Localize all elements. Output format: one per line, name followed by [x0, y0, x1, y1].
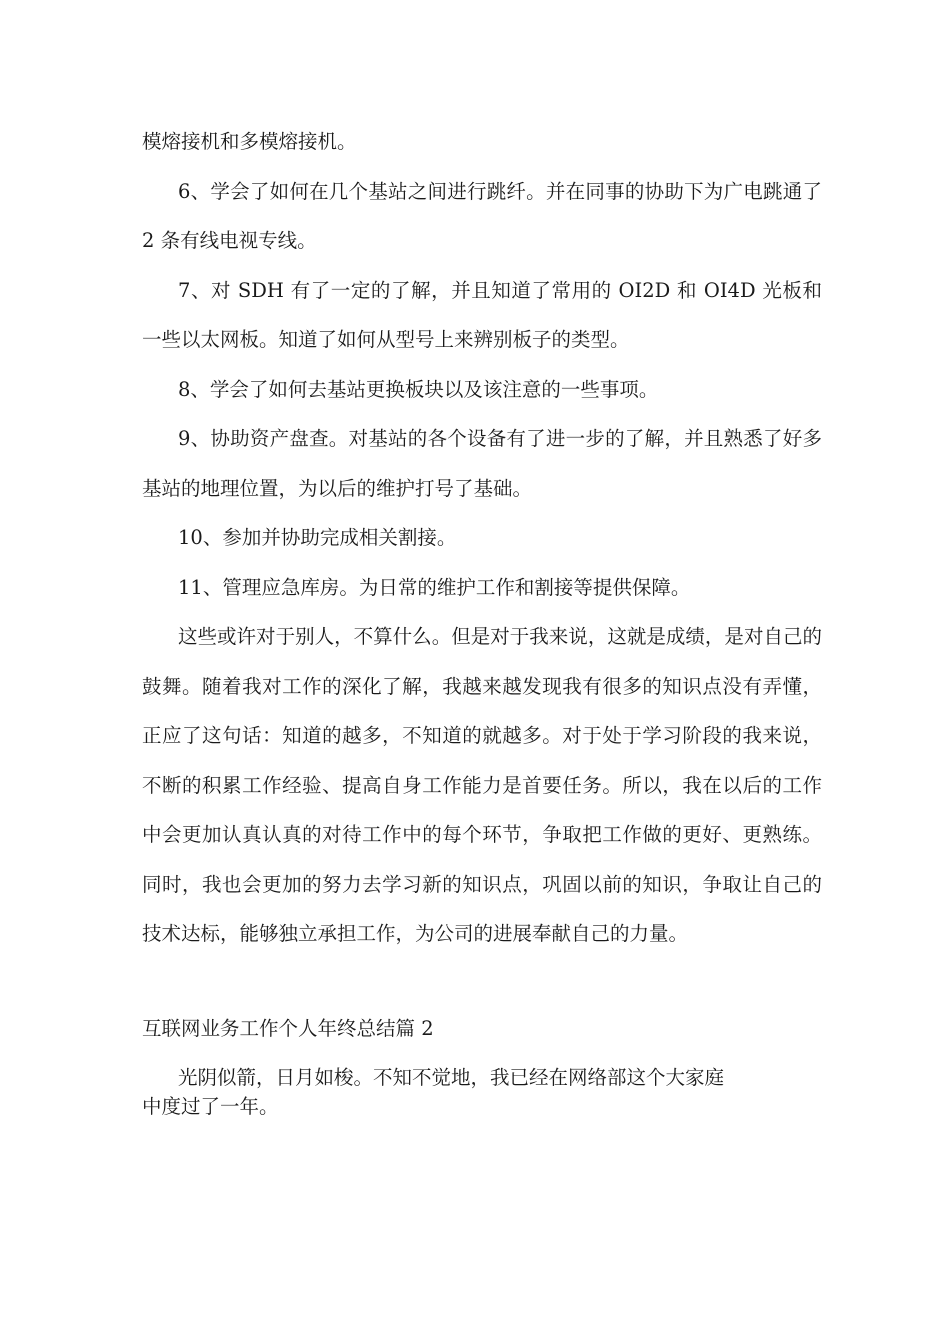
- paragraph-item-7: 7、对 SDH 有了一定的了解，并且知道了常用的 OI2D 和 OI4D 光板和一些以太网板。知道了如何从型号上来辨别板子的类型。: [142, 278, 822, 351]
- paragraph-item-11: 11、管理应急库房。为日常的维护工作和割接等提供保障。: [178, 575, 691, 599]
- section-heading: 互联网业务工作个人年终总结篇 2: [142, 1016, 434, 1040]
- paragraph-item-8: 8、学会了如何去基站更换板块以及该注意的一些事项。: [178, 377, 659, 401]
- section-intro-line-1: 光阴似箭，日月如梭。不知不觉地，我已经在网络部这个大家庭: [178, 1066, 725, 1089]
- document-body: [142, 117, 822, 1124]
- paragraph-continuation: 模熔接机和多模熔接机。: [142, 130, 357, 153]
- paragraph-item-10: 10、参加并协助完成相关割接。: [178, 526, 457, 549]
- paragraph-conclusion: 这些或许对于别人，不算什么。但是对于我来说，这就是成绩，是对自己的鼓舞。随着我对工作的深化了解，我越来越发现我有很多的知识点没有弄懂，正应了这句话：知道的越多，不知道的就越多。对于处于学习阶段的我来说，不断的积累工作经验、提高自身工作能力是首要任务。所以，我在以后的工作中会更加认真认真的对待工作中的每个环节，争取把工作做的更好、更熟练。同时，我也会更加的努力去学习新的知识点，巩固以前的知识，争取让自己的技术达标，能够独立承担工作，为公司的进展奉献自己的力量。: [142, 625, 822, 945]
- paragraph-item-9: 9、协助资产盘查。对基站的各个设备有了进一步的了解，并且熟悉了好多基站的地理位置，为以后的维护打号了基础。: [142, 427, 822, 500]
- section-intro-line-2: 中度过了一年。: [142, 1094, 279, 1118]
- section-spacer: [142, 959, 822, 1004]
- paragraph-item-6: 6、学会了如何在几个基站之间进行跳纤。并在同事的协助下为广电跳通了 2 条有线电视专线。: [142, 179, 822, 252]
